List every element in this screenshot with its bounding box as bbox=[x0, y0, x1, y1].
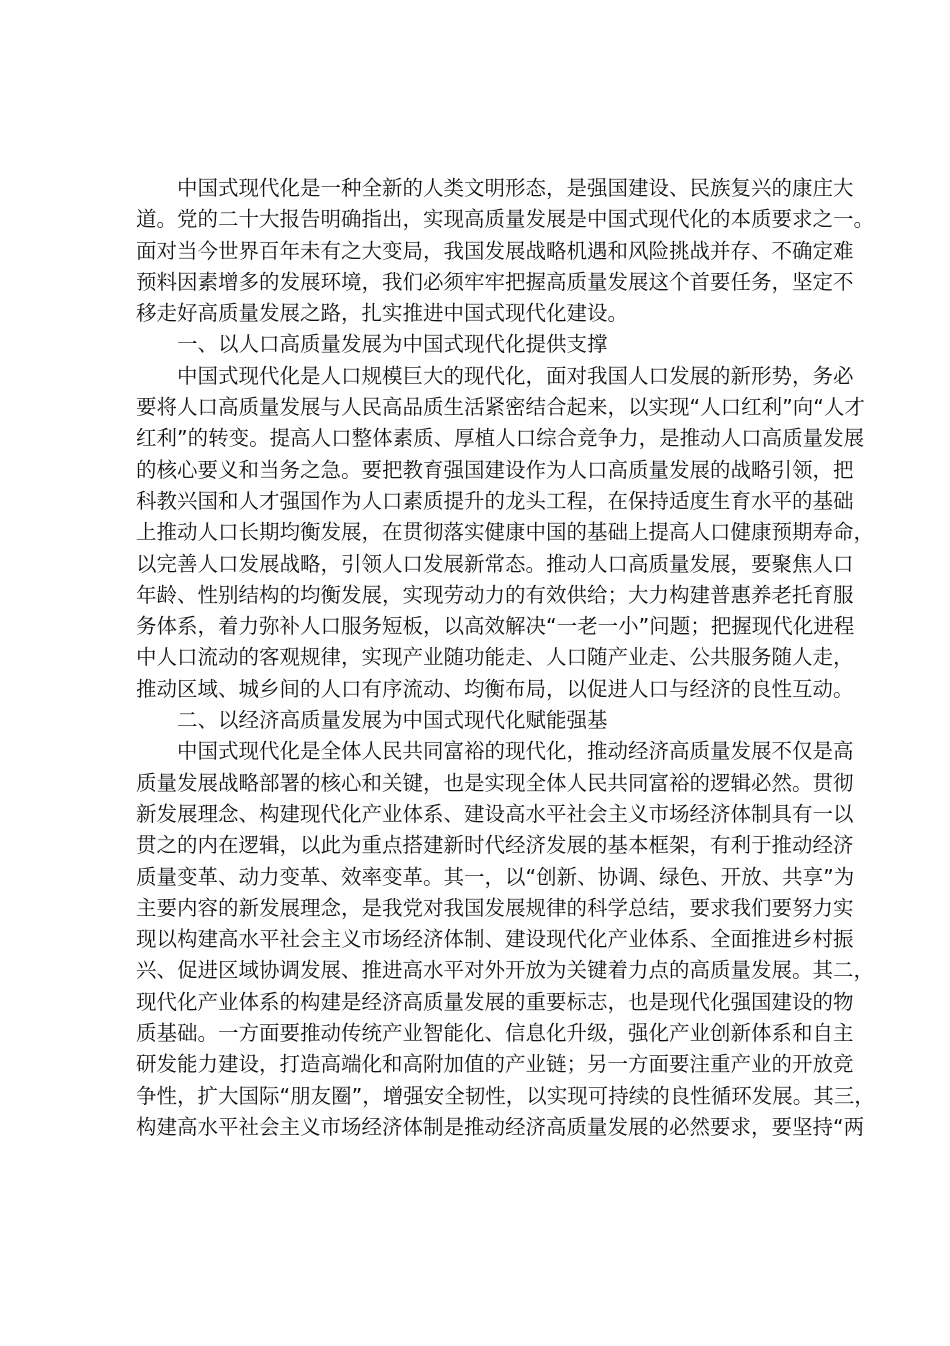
paragraph-line: 中国式现代化是一种全新的人类文明形态，是强国建设、民族复兴的康庄大 bbox=[177, 176, 854, 200]
paragraph-line: 推动区域、城乡间的人口有序流动、均衡布局，以促进人口与经济的良性互动。 bbox=[136, 676, 854, 701]
paragraph-line: 红利”的转变。提高人口整体素质、厚植人口综合竞争力，是推动人口高质量发展 bbox=[136, 426, 865, 451]
paragraph-line: 新发展理念、构建现代化产业体系、建设高水平社会主义市场经济体制具有一以 bbox=[136, 801, 854, 826]
paragraph-line: 主要内容的新发展理念，是我党对我国发展规律的科学总结，要求我们要努力实 bbox=[136, 895, 854, 920]
paragraph-line: 预料因素增多的发展环境，我们必须牢牢把握高质量发展这个首要任务，坚定不 bbox=[136, 269, 854, 294]
paragraph-line: 要将人口高质量发展与人民高品质生活紧密结合起来，以实现“人口红利”向“人才 bbox=[136, 395, 865, 420]
section-heading: 一、以人口高质量发展为中国式现代化提供支撑 bbox=[177, 332, 608, 357]
paragraph-line: 质基础。一方面要推动传统产业智能化、信息化升级，强化产业创新体系和自主 bbox=[136, 1021, 854, 1046]
paragraph-line: 的核心要义和当务之急。要把教育强国建设作为人口高质量发展的战略引领，把 bbox=[136, 457, 854, 482]
paragraph-line: 以完善人口发展战略，引领人口发展新常态。推动人口高质量发展，要聚焦人口 bbox=[136, 551, 854, 576]
paragraph-line: 争性，扩大国际“朋友圈”，增强安全韧性，以实现可持续的良性循环发展。其三， bbox=[136, 1083, 875, 1108]
paragraph-line: 上推动人口长期均衡发展，在贯彻落实健康中国的基础上提高人口健康预期寿命， bbox=[136, 520, 874, 545]
paragraph-line: 质量变革、动力变革、效率变革。其一，以“创新、协调、绿色、开放、共享”为 bbox=[136, 864, 855, 889]
paragraph-line: 科教兴国和人才强国作为人口素质提升的龙头工程，在保持适度生育水平的基础 bbox=[136, 488, 854, 513]
paragraph-line: 构建高水平社会主义市场经济体制是推动经济高质量发展的必然要求，要坚持“两 bbox=[136, 1114, 865, 1139]
paragraph-line: 兴、促进区域协调发展、推进高水平对外开放为关键着力点的高质量发展。其二， bbox=[136, 958, 874, 983]
paragraph-line: 现代化产业体系的构建是经济高质量发展的重要标志，也是现代化强国建设的物 bbox=[136, 989, 854, 1014]
paragraph-line: 道。党的二十大报告明确指出，实现高质量发展是中国式现代化的本质要求之一。 bbox=[136, 207, 874, 232]
paragraph-line: 年龄、性别结构的均衡发展，实现劳动力的有效供给；大力构建普惠养老托育服 bbox=[136, 582, 854, 607]
paragraph-line: 中国式现代化是全体人民共同富裕的现代化，推动经济高质量发展不仅是高 bbox=[177, 739, 854, 764]
paragraph-line: 现以构建高水平社会主义市场经济体制、建设现代化产业体系、全面推进乡村振 bbox=[136, 927, 854, 952]
document-body bbox=[136, 173, 875, 1143]
section-heading: 二、以经济高质量发展为中国式现代化赋能强基 bbox=[177, 708, 608, 733]
paragraph-line: 面对当今世界百年未有之大变局，我国发展战略机遇和风险挑战并存、不确定难 bbox=[136, 238, 854, 263]
paragraph-line: 中国式现代化是人口规模巨大的现代化，面对我国人口发展的新形势，务必 bbox=[177, 363, 854, 388]
paragraph-line: 移走好高质量发展之路，扎实推进中国式现代化建设。 bbox=[136, 301, 628, 326]
paragraph-line: 研发能力建设，打造高端化和高附加值的产业链；另一方面要注重产业的开放竞 bbox=[136, 1052, 854, 1077]
paragraph-line: 务体系，着力弥补人口服务短板，以高效解决“一老一小”问题；把握现代化进程 bbox=[136, 614, 855, 639]
paragraph-line: 中人口流动的客观规律，实现产业随功能走、人口随产业走、公共服务随人走， bbox=[136, 645, 854, 670]
paragraph-line: 贯之的内在逻辑，以此为重点搭建新时代经济发展的基本框架，有利于推动经济 bbox=[136, 833, 854, 858]
paragraph-line: 质量发展战略部署的核心和关键，也是实现全体人民共同富裕的逻辑必然。贯彻 bbox=[136, 770, 854, 795]
